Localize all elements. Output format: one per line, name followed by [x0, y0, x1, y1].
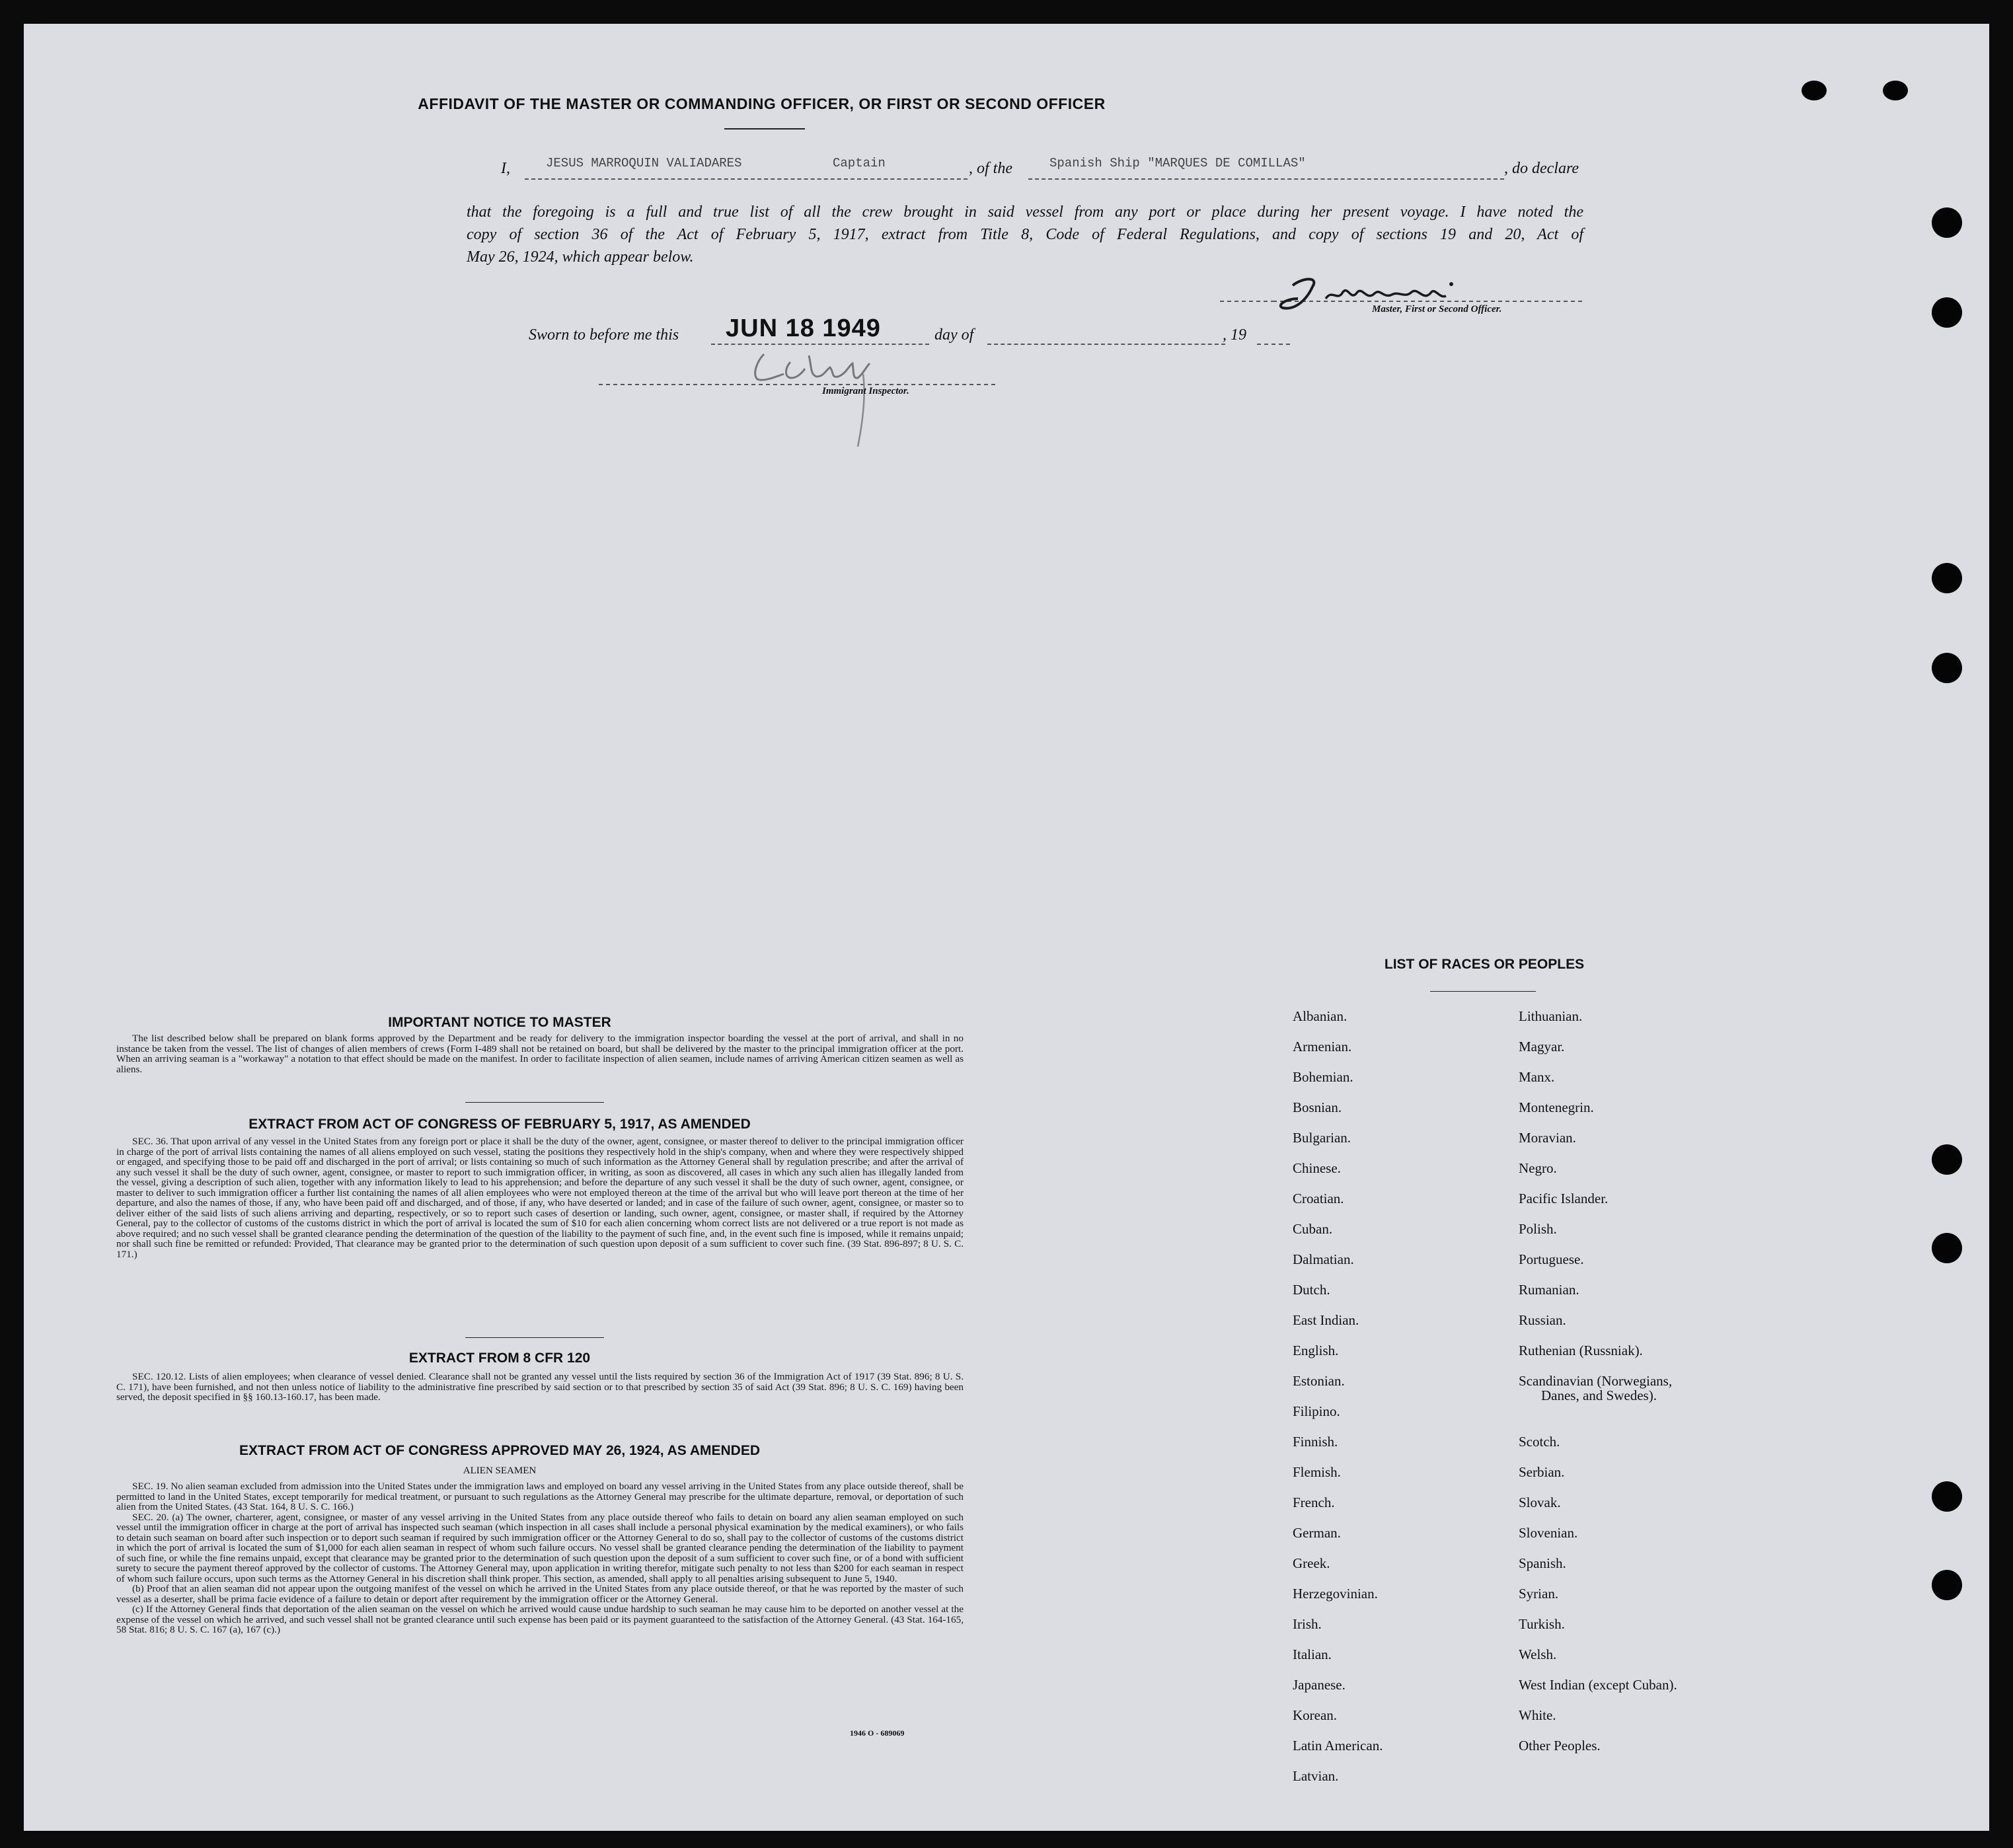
punch-hole [1932, 563, 1962, 593]
sec120-paragraph: SEC. 120.12. Lists of alien employees; when clearance of vessel denied. Clearance shall not be granted any vessel until the lists required by section 36 of the Immigration Act of 1917 (39 Stat. 896; 8 U. S. C. 171), have been furnished, and not then unless notice of liability to the administrative fine prescribed by said section or to that prescribed by section 35 of said Act (39 Stat. 896; 8 U. S. C. 169) having been served, the deposit specified in §§ 160.13-160.17, has been made. [116, 1371, 964, 1403]
race-item: West Indian (except Cuban). [1519, 1677, 1677, 1693]
race-item: Moravian. [1519, 1130, 1576, 1146]
race-item: Russian. [1519, 1312, 1566, 1328]
sec20b-paragraph: (b) Proof that an alien seaman did not appear upon the outgoing manifest of the vessel on which he arrived in the United States from any place outside thereof, or that he was reported by the master of such vessel as a deserter, shall be prima facie evidence of a failure to detain or deport after requirement by the immigration officer or the Attorney General. [116, 1583, 964, 1605]
race-item: Magyar. [1519, 1039, 1565, 1054]
race-item: Lithuanian. [1519, 1008, 1583, 1024]
race-item: Filipino. [1293, 1403, 1340, 1419]
section-rule [465, 1337, 604, 1338]
document-page [24, 24, 1989, 1831]
race-item: Bulgarian. [1293, 1130, 1351, 1146]
month-line [987, 344, 1225, 345]
do-declare-label: , do declare [1504, 160, 1579, 177]
race-item: Syrian. [1519, 1586, 1559, 1602]
punch-hole [1883, 81, 1908, 100]
punch-hole [1932, 1144, 1962, 1175]
notice-paragraph: The list described below shall be prepared on blank forms approved by the Department and be ready for delivery to the immigration inspector boarding the vessel at the port of arrival, and shall in no instance be taken from the vessel. The list of changes of alien members of crews (Form I-489 shall not be retained on board, but shall be delivered by the master to the principal immigration officer at the port. When an arriving seaman is a "workaway" a notation to that effect should be made on the manifest. In order to facilitate inspection of alien seamen, include names of arriving American citizen seamen as well as aliens. [116, 1033, 964, 1075]
year-line [1257, 344, 1290, 345]
race-item: Polish. [1519, 1221, 1557, 1237]
captain-name: JESUS MARROQUIN VALIADARES [546, 156, 742, 170]
race-item: Chinese. [1293, 1160, 1341, 1176]
affidavit-title: AFFIDAVIT OF THE MASTER OR COMMANDING OFFICER, OR FIRST OR SECOND OFFICER [418, 95, 1106, 112]
race-item: Dalmatian. [1293, 1251, 1354, 1267]
i-label: I, [501, 160, 510, 177]
title-rule [724, 128, 805, 129]
extract-1917-text [116, 1136, 964, 1259]
race-item: German. [1293, 1525, 1341, 1541]
sec20a-paragraph: SEC. 20. (a) The owner, charterer, agent, consignee, or master of any vessel arriving in the United States from any place outside thereof who fails to detain on board any alien seaman employed on such vessel until the immigration officer in charge at the port of arrival has inspected such seaman (which inspection in all cases shall include a personal physical examination by the medical examiners), or who fails to detain such seaman on board after such inspection or to deport such seaman if required by such immigration officer or the Attorney General to do so, shall pay to the collector of customs of the customs district in which the port of arrival is located the sum of $1,000 for each alien seaman in respect of whom such failure occurs. No vessel shall be granted clearance pending the determination of the liability to payment of such fine, or while the fine remains unpaid, except that clearance may be granted prior to the determination of such question upon the deposit of a sum sufficient to cover such fine, or of a bond with sufficient surety to secure the payment thereof approved by the collector of customs. The Attorney General may, upon application in writing therefor, mitigate such penalty to not less than $200 for each seaman in respect of whom such failure occurs, upon such terms as the Attorney General in his discretion shall think proper. This section, as amended, shall apply to all penalties arising subsequent to June 5, 1940. [116, 1511, 964, 1584]
punch-hole [1932, 1570, 1962, 1600]
vessel-line [1028, 178, 1504, 180]
sec20c-paragraph: (c) If the Attorney General finds that deportation of the alien seaman on the vessel on which he arrived would cause undue hardship to such seaman he may cause him to be deported on another vessel at the expense of the vessel on which he arrived, and such vessel shall not be granted clearance until such expense has been paid or its payment guaranteed to the satisfaction of the Attorney General. (43 Stat. 164-165, 58 Stat. 816; 8 U. S. C. 167 (a), 167 (c).) [116, 1604, 964, 1635]
master-caption: Master, First or Second Officer. [1372, 304, 1502, 314]
race-item: Ruthenian (Russniak). [1519, 1343, 1643, 1358]
race-item: Bohemian. [1293, 1069, 1353, 1085]
race-item: Montenegrin. [1519, 1099, 1594, 1115]
race-item: Bosnian. [1293, 1099, 1342, 1115]
races-title-rule [1430, 991, 1536, 992]
affidavit-body [467, 201, 1583, 268]
vessel-name: Spanish Ship "MARQUES DE COMILLAS" [1049, 156, 1306, 170]
name-line [525, 178, 968, 180]
extract-8cfr-title: EXTRACT FROM 8 CFR 120 [408, 1350, 591, 1366]
date-line [711, 344, 929, 345]
race-item: French. [1293, 1495, 1335, 1510]
race-item: Pacific Islander. [1519, 1191, 1609, 1206]
body-line: May 26, 1924, which appear below. [467, 248, 694, 266]
year-label: , 19 [1223, 326, 1246, 344]
race-item: Finnish. [1293, 1434, 1338, 1450]
punch-hole [1802, 81, 1827, 100]
of-the-label: , of the [969, 160, 1012, 177]
captain-rank: Captain [833, 156, 886, 170]
race-item: English. [1293, 1343, 1339, 1358]
race-item: White. [1519, 1707, 1556, 1723]
race-item: Turkish. [1519, 1616, 1565, 1632]
punch-hole [1932, 1233, 1962, 1263]
race-item: Rumanian. [1519, 1282, 1579, 1298]
inspector-caption: Immigrant Inspector. [822, 386, 909, 396]
extract-8cfr-text [116, 1372, 964, 1403]
punch-hole [1932, 653, 1962, 683]
race-item: Irish. [1293, 1616, 1322, 1632]
inspector-signature [599, 348, 995, 453]
punch-hole [1932, 1481, 1962, 1512]
race-item: Italian. [1293, 1646, 1332, 1662]
body-line: copy of section 36 of the Act of February 5, 1917, extract from Title 8, Code of Federal Regulations, and copy of sections 19 and 20, Act of [467, 226, 1583, 243]
race-item: Manx. [1519, 1069, 1555, 1085]
punch-hole [1932, 297, 1962, 328]
race-item: Armenian. [1293, 1039, 1352, 1054]
race-item: Scotch. [1519, 1434, 1560, 1450]
race-item: Flemish. [1293, 1464, 1341, 1480]
punch-hole [1932, 207, 1962, 238]
race-item: Danes, and Swedes). [1541, 1387, 1657, 1403]
sworn-label: Sworn to before me this [529, 326, 679, 344]
race-item: Slovenian. [1519, 1525, 1578, 1541]
section-rule [465, 1102, 604, 1103]
races-title: LIST OF RACES OR PEOPLES [1384, 957, 1585, 972]
race-item: Latin American. [1293, 1738, 1383, 1754]
race-item: Latvian. [1293, 1768, 1339, 1784]
extract-1917-title: EXTRACT FROM ACT OF CONGRESS OF FEBRUARY 5, 1917, AS AMENDED [248, 1117, 751, 1132]
body-line: that the foregoing is a full and true list of all the crew brought in said vessel from any port or place during her present voyage. I have noted the [467, 203, 1583, 221]
race-item: Herzegovinian. [1293, 1586, 1378, 1602]
notice-text [116, 1033, 964, 1074]
race-item: Slovak. [1519, 1495, 1561, 1510]
race-item: Dutch. [1293, 1282, 1330, 1298]
race-item: Spanish. [1519, 1555, 1566, 1571]
race-item: Serbian. [1519, 1464, 1565, 1480]
race-item: Other Peoples. [1519, 1738, 1601, 1754]
race-item: Albanian. [1293, 1008, 1348, 1024]
race-item: East Indian. [1293, 1312, 1359, 1328]
race-item: Portuguese. [1519, 1251, 1584, 1267]
alien-seamen-subtitle: ALIEN SEAMEN [463, 1465, 537, 1476]
race-item: Negro. [1519, 1160, 1557, 1176]
extract-1924-text [116, 1481, 964, 1635]
race-item: Scandinavian (Norwegians, [1519, 1373, 1673, 1389]
race-item: Japanese. [1293, 1677, 1346, 1693]
extract-1924-title: EXTRACT FROM ACT OF CONGRESS APPROVED MAY 26, 1924, AS AMENDED [239, 1443, 761, 1458]
race-item: Cuban. [1293, 1221, 1333, 1237]
race-item: Welsh. [1519, 1646, 1557, 1662]
sec36-paragraph: SEC. 36. That upon arrival of any vessel in the United States from any foreign port or place it shall be the duty of the owner, agent, consignee, or master thereof to deliver to the principal immigration officer in charge of the port of arrival lists containing the names of all aliens employed on such vessel, stating the positions they respectively hold in the ship's company, when and where they were respectively shipped or engaged, and specifying those to be paid off and discharged in the port of arrival; or lists containing so much of such information as the Attorney General shall by regulation prescribe; and after the arrival of any such vessel it shall be the duty of such owner, agent, consignee, or master to report to such immigration officer, in writing, as soon as discovered, all cases in which any such alien has illegally landed from the vessel, giving a description of such alien, together with any information likely to lead to his apprehension; and before the departure of any such vessel it shall be the duty of such owner, agent, consignee, or master to deliver to such immigration officer a further list containing the names of all alien employees who were not employed thereon at the time of the arrival but who will leave port thereon at the time of her departure, and also the names of those, if any, who have been paid off and discharged, and of those, if any, who have deserted or landed; and in case of the failure of such owner, agent, consignee, or master so to deliver either of the said lists of such aliens arriving and departing, respectively, or so to report such cases of desertion or landing, such owner, agent, consignee, or master shall, if required by the Attorney General, pay to the collector of customs of the customs district in which the port of arrival is located the sum of $10 for each alien concerning whom correct lists are not delivered or a true report is not made as above required; and no such vessel shall be granted clearance pending the determination of the question of the liability to the payment of such fine, and, in the event such fine is imposed, while it remains unpaid; nor shall such fine be remitted or refunded: Provided, That clearance may be granted prior to the determination of such question upon deposit of a sum sufficient to cover such fine. (39 Stat. 896-897; 8 U. S. C. 171.) [116, 1136, 964, 1260]
date-stamp: JUN 18 1949 [726, 314, 881, 342]
notice-title: IMPORTANT NOTICE TO MASTER [388, 1015, 611, 1030]
sec19-paragraph: SEC. 19. No alien seaman excluded from admission into the United States under the immigration laws and employed on board any vessel arriving in the United States from any place outside thereof, shall be permitted to land in the United States, except temporarily for medical treatment, or pursuant to such regulations as the Attorney General may prescribe for the ultimate departure, removal, or deportation of such alien from the United States. (43 Stat. 164, 8 U. S. C. 166.) [116, 1481, 964, 1512]
day-of-label: day of [934, 326, 974, 344]
race-item: Korean. [1293, 1707, 1338, 1723]
race-item: Greek. [1293, 1555, 1330, 1571]
race-item: Croatian. [1293, 1191, 1344, 1206]
print-code: 1946 O - 689069 [850, 1728, 905, 1738]
race-item: Estonian. [1293, 1373, 1345, 1389]
